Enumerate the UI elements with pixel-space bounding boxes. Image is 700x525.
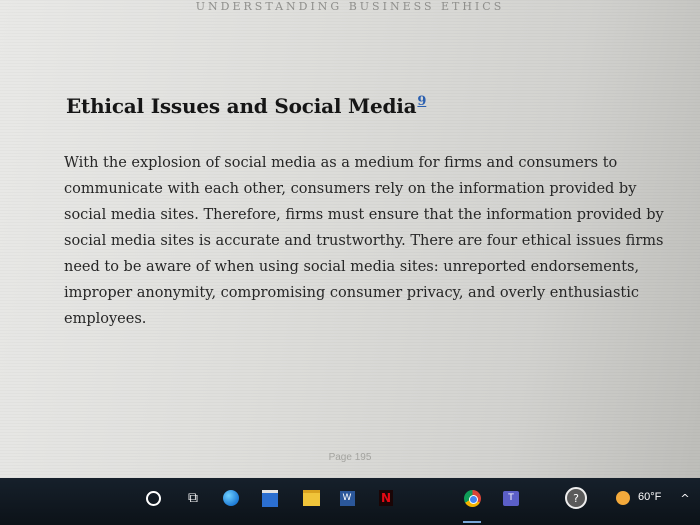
teams-icon[interactable]: T [500,487,522,509]
edge-icon[interactable] [220,487,242,509]
search-icon[interactable] [142,487,164,509]
weather-icon[interactable] [612,487,634,509]
section-body-paragraph: With the explosion of social media as a medium for firms and consumers to communicate with each other, consumers rely on the information provided by social media sites. Therefore, firms must ensure that the information provided by social media sites is accurate and trustworthy. There are four ethical issues firms need to be aware of when using social media sites: unreported endorsements, improper anonymity, compromising consumer privacy, and overly enthusiastic employees. [64,155,664,327]
store-icon[interactable] [259,487,281,509]
chrome-icon[interactable] [461,487,483,509]
weather-temperature[interactable]: 60°F [638,491,662,503]
netflix-icon[interactable]: N [380,491,392,505]
file-explorer-icon[interactable] [300,487,322,509]
chevron-up-icon[interactable]: ^ [680,491,690,505]
section-title: Ethical Issues and Social Media [66,94,417,118]
chrome-active-indicator [463,521,481,523]
word-icon[interactable]: W [336,487,358,509]
task-view-icon[interactable]: ⧉ [188,490,198,506]
help-icon[interactable]: ? [565,487,587,509]
windows-taskbar [0,478,700,525]
running-head: UNDERSTANDING BUSINESS ETHICS [195,0,505,13]
section-heading [66,94,426,118]
page-number: Page 195 [328,452,372,463]
footnote-link[interactable]: 9 [417,94,427,110]
